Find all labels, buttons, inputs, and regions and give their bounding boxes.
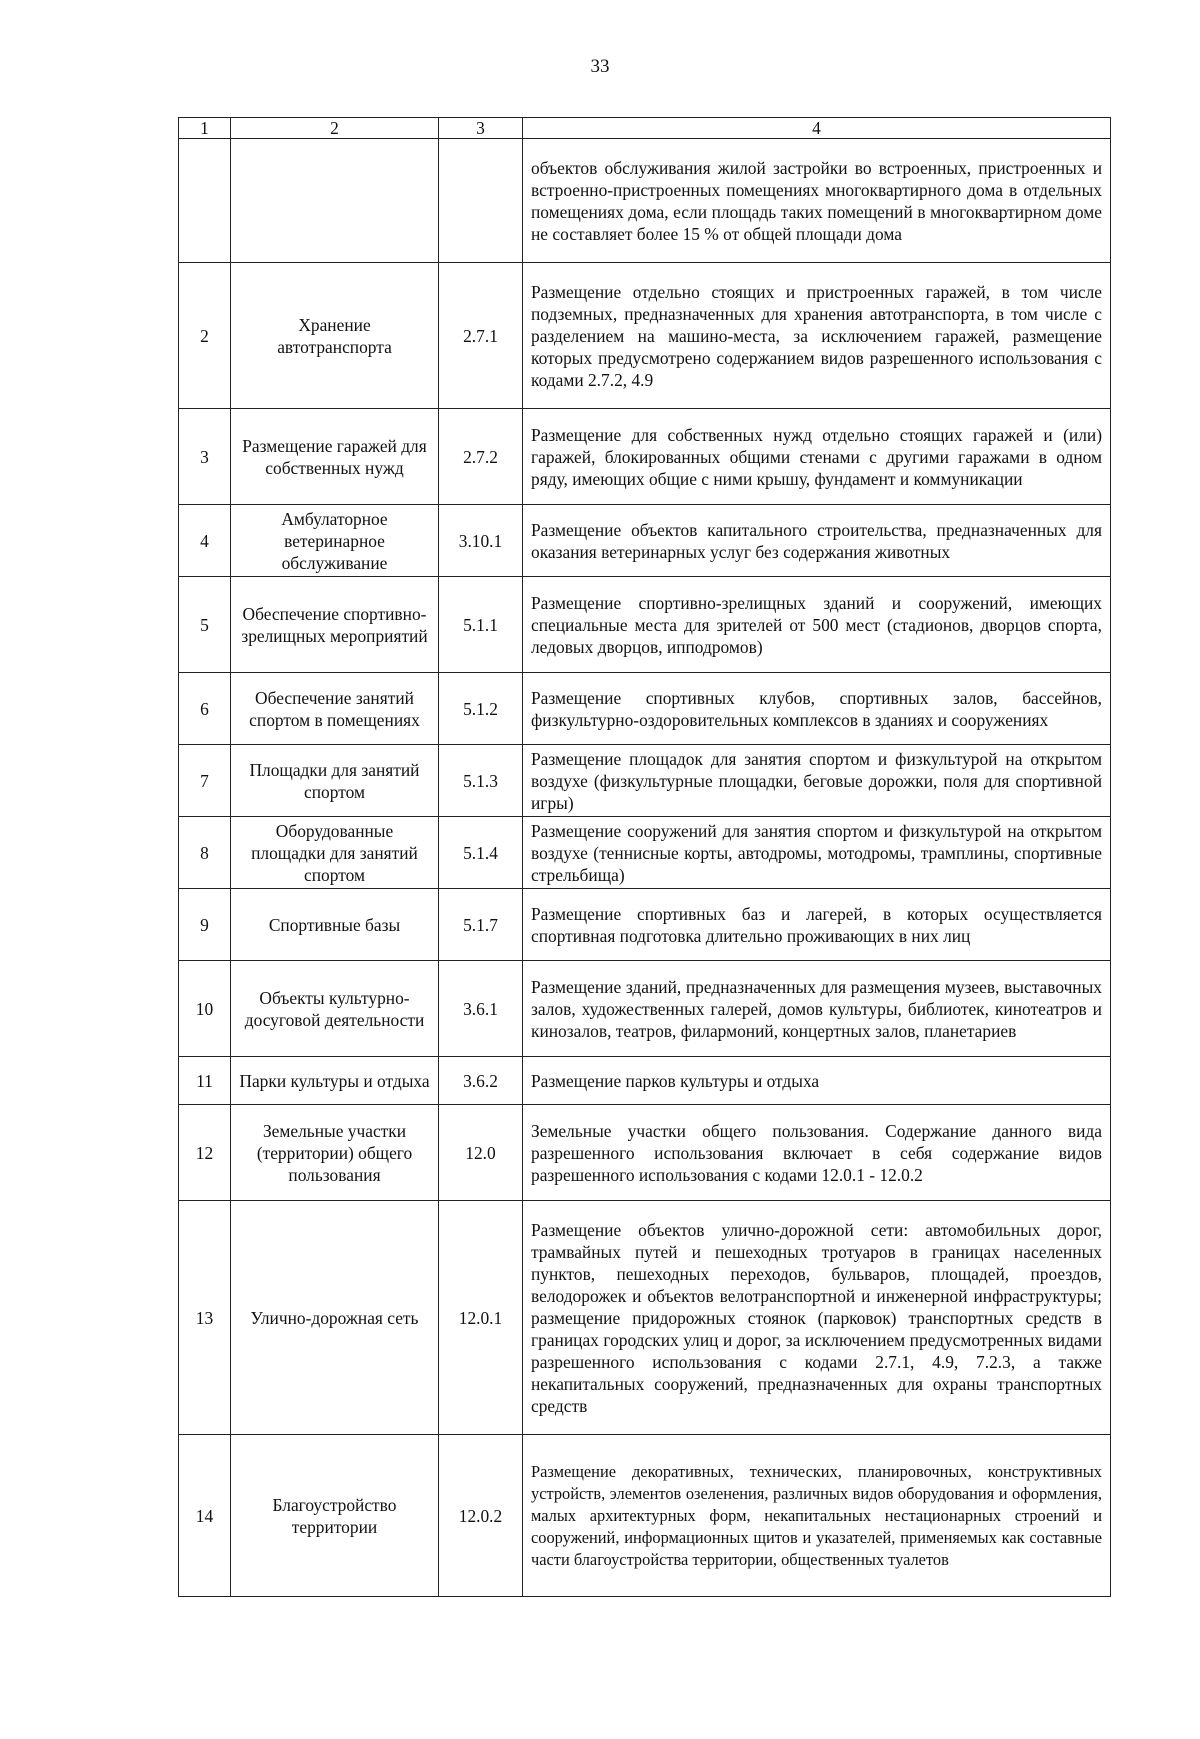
use-type-code: 5.1.7: [439, 889, 523, 961]
use-type-description: Размещение сооружений для занятия спортом и физкультурой на открытом воздухе (теннисные корты, автодромы, мотодромы, трамплины, спортивные стрельбища): [523, 817, 1111, 889]
use-type-description: Размещение спортивных баз и лагерей, в которых осуществляется спортивная подготовка длительно проживающих в них лиц: [523, 889, 1111, 961]
table-row: [179, 1435, 1111, 1597]
use-type-name: Площадки для занятий спортом: [231, 745, 439, 817]
use-type-name: Спортивные базы: [231, 889, 439, 961]
use-type-description: Размещение парков культуры и отдыха: [523, 1057, 1111, 1105]
use-type-code: 5.1.3: [439, 745, 523, 817]
table-row: [179, 505, 1111, 577]
row-number: 9: [179, 889, 231, 961]
table-row: [179, 139, 1111, 263]
table-row: [179, 1057, 1111, 1105]
use-type-description: Размещение отдельно стоящих и пристроенных гаражей, в том числе подземных, предназначенных для хранения автотранспорта, в том числе с разделением на машино-места, за исключением гаражей, размещение которых предусмотрено содержанием видов разрешенного использования с кодами 2.7.2, 4.9: [523, 263, 1111, 409]
table-row: [179, 1201, 1111, 1435]
use-type-description: Размещение зданий, предназначенных для размещения музеев, выставочных залов, художественных галерей, домов культуры, библиотек, кинотеатров и кинозалов, театров, филармоний, концертных залов, планетариев: [523, 961, 1111, 1057]
table-row: [179, 577, 1111, 673]
use-type-description: Размещение спортивных клубов, спортивных залов, бассейнов, физкультурно-оздоровительных комплексов в зданиях и сооружениях: [523, 673, 1111, 745]
use-type-code: [439, 139, 523, 263]
use-type-name: Оборудованные площадки для занятий спортом: [231, 817, 439, 889]
use-type-code: 2.7.2: [439, 409, 523, 505]
land-use-table: [178, 117, 1111, 1597]
row-number: 7: [179, 745, 231, 817]
use-type-code: 3.10.1: [439, 505, 523, 577]
row-number: 14: [179, 1435, 231, 1597]
table-row: [179, 745, 1111, 817]
use-type-code: 5.1.1: [439, 577, 523, 673]
table-row: [179, 817, 1111, 889]
use-type-name: Объекты культурно-досуговой деятельности: [231, 961, 439, 1057]
use-type-code: 12.0: [439, 1105, 523, 1201]
use-type-name: Амбулаторное ветеринарное обслуживание: [231, 505, 439, 577]
table-row: [179, 673, 1111, 745]
header-cell: 2: [231, 118, 439, 139]
header-cell: 1: [179, 118, 231, 139]
row-number: 12: [179, 1105, 231, 1201]
header-cell: 3: [439, 118, 523, 139]
use-type-name: Улично-дорожная сеть: [231, 1201, 439, 1435]
use-type-name: Хранение автотранспорта: [231, 263, 439, 409]
use-type-code: 5.1.4: [439, 817, 523, 889]
use-type-name: Парки культуры и отдыха: [231, 1057, 439, 1105]
header-cell: 4: [523, 118, 1111, 139]
use-type-description: объектов обслуживания жилой застройки во встроенных, пристроенных и встроенно-пристроенных помещениях многоквартирного дома в отдельных помещениях дома, если площадь таких помещений в многоквартирном доме не составляет более 15 % от общей площади дома: [523, 139, 1111, 263]
use-type-name: Благоустройство территории: [231, 1435, 439, 1597]
table-row: [179, 409, 1111, 505]
row-number: 6: [179, 673, 231, 745]
use-type-description: Размещение объектов капитального строительства, предназначенных для оказания ветеринарных услуг без содержания животных: [523, 505, 1111, 577]
use-type-code: 12.0.1: [439, 1201, 523, 1435]
row-number: 13: [179, 1201, 231, 1435]
use-type-description: Размещение объектов улично-дорожной сети: автомобильных дорог, трамвайных путей и пешеходных тротуаров в границах населенных пунктов, пешеходных переходов, бульваров, площадей, проездов, велодорожек и объектов велотранспортной и инженерной инфраструктуры; размещение придорожных стоянок (парковок) транспортных средств в границах городских улиц и дорог, за исключением предусмотренных видами разрешенного использования с кодами 2.7.1, 4.9, 7.2.3, а также некапитальных сооружений, предназначенных для охраны транспортных средств: [523, 1201, 1111, 1435]
use-type-name: Обеспечение спортивно-зрелищных мероприятий: [231, 577, 439, 673]
table-row: [179, 889, 1111, 961]
row-number: 10: [179, 961, 231, 1057]
row-number: 5: [179, 577, 231, 673]
row-number: [179, 139, 231, 263]
page-number: 33: [590, 56, 610, 77]
use-type-code: 3.6.2: [439, 1057, 523, 1105]
row-number: 11: [179, 1057, 231, 1105]
use-type-code: 5.1.2: [439, 673, 523, 745]
row-number: 3: [179, 409, 231, 505]
use-type-description: Земельные участки общего пользования. Содержание данного вида разрешенного использования включает в себя содержание видов разрешенного использования с кодами 12.0.1 - 12.0.2: [523, 1105, 1111, 1201]
use-type-name: [231, 139, 439, 263]
row-number: 8: [179, 817, 231, 889]
table-row: [179, 1105, 1111, 1201]
use-type-description: Размещение декоративных, технических, планировочных, конструктивных устройств, элементов озеленения, различных видов оборудования и оформления, малых архитектурных форм, некапитальных нестационарных строений и сооружений, информационных щитов и указателей, применяемых как составные части благоустройства территории, общественных туалетов: [523, 1435, 1111, 1597]
use-type-name: Обеспечение занятий спортом в помещениях: [231, 673, 439, 745]
use-type-description: Размещение спортивно-зрелищных зданий и сооружений, имеющих специальные места для зрителей от 500 мест (стадионов, дворцов спорта, ледовых дворцов, ипподромов): [523, 577, 1111, 673]
table-row: [179, 263, 1111, 409]
table-row: [179, 961, 1111, 1057]
table-header-row: [179, 118, 1111, 139]
row-number: 4: [179, 505, 231, 577]
use-type-description: Размещение площадок для занятия спортом и физкультурой на открытом воздухе (физкультурные площадки, беговые дорожки, поля для спортивной игры): [523, 745, 1111, 817]
use-type-description: Размещение для собственных нужд отдельно стоящих гаражей и (или) гаражей, блокированных общими стенами с другими гаражами в одном ряду, имеющих общие с ними крышу, фундамент и коммуникации: [523, 409, 1111, 505]
use-type-name: Размещение гаражей для собственных нужд: [231, 409, 439, 505]
use-type-code: 12.0.2: [439, 1435, 523, 1597]
row-number: 2: [179, 263, 231, 409]
use-type-code: 2.7.1: [439, 263, 523, 409]
use-type-code: 3.6.1: [439, 961, 523, 1057]
use-type-name: Земельные участки (территории) общего пользования: [231, 1105, 439, 1201]
